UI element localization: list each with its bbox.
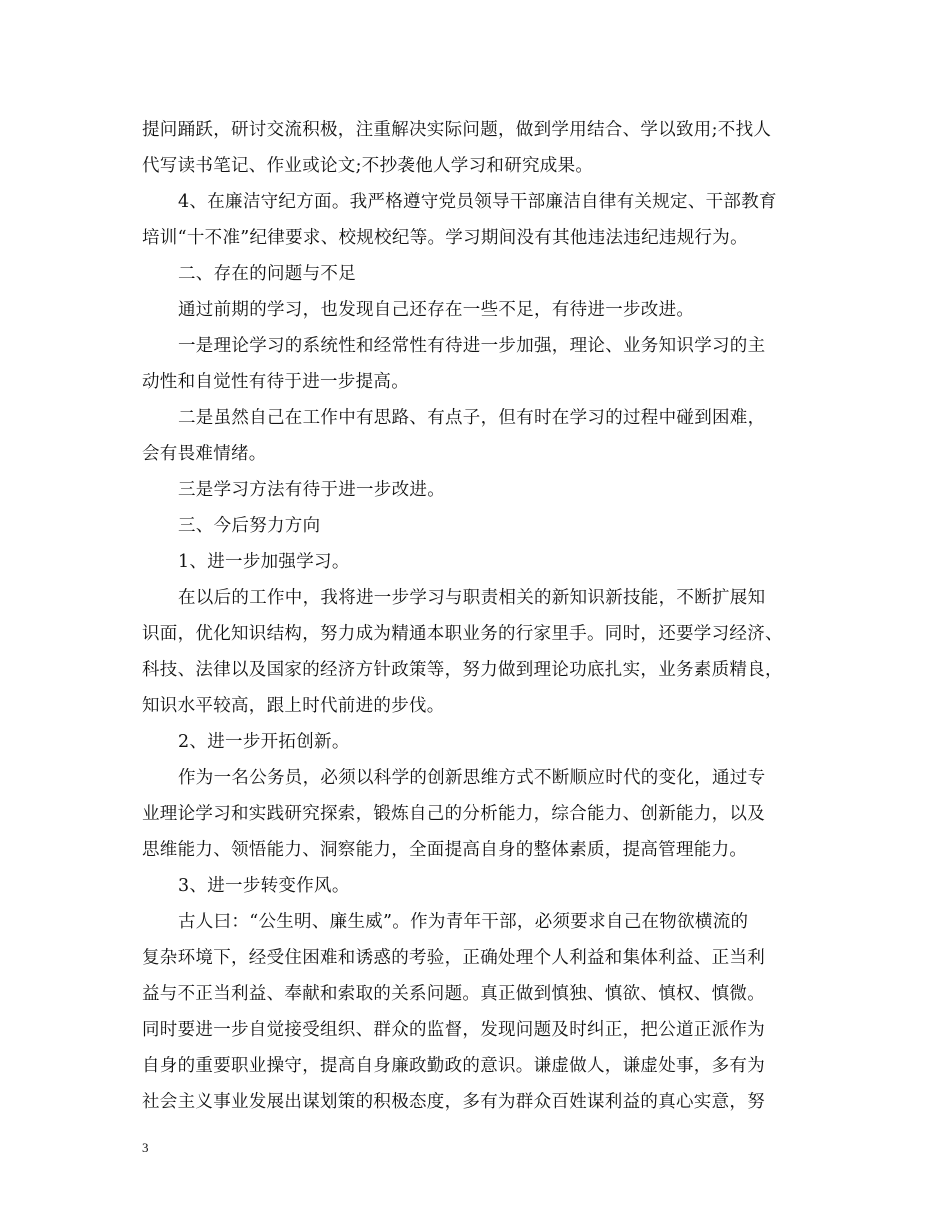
subsection-heading: 1、进一步加强学习。 [178, 552, 350, 572]
subsection-heading: 2、进一步开拓创新。 [178, 732, 350, 752]
section-heading: 三、今后努力方向 [178, 516, 321, 536]
text-line: 在以后的工作中，我将进一步学习与职责相关的新知识新技能，不断扩展知 [178, 588, 766, 608]
page-number: 3 [142, 1140, 149, 1155]
text-line: 社会主义事业发展出谋划策的积极态度，多有为群众百姓谋利益的真心实意，努 [142, 1092, 765, 1112]
text-line: 通过前期的学习，也发现自己还存在一些不足，有待进一步改进。 [178, 300, 695, 320]
text-line: 思维能力、领悟能力、洞察能力，全面提高自身的整体素质，提高管理能力。 [142, 840, 748, 860]
text-line: 4、在廉洁守纪方面。我严格遵守党员领导干部廉洁自律有关规定、干部教育 [178, 192, 777, 212]
text-line: 三是学习方法有待于进一步改进。 [178, 480, 445, 500]
text-line: 古人曰：“公生明、廉生威”。作为青年干部，必须要求自己在物欲横流的 [178, 912, 749, 932]
text-line: 提问踊跃，研讨交流积极，注重解决实际问题，做到学用结合、学以致用;不找人 [142, 120, 772, 140]
text-line: 会有畏难情绪。 [142, 444, 267, 464]
text-line: 培训“十不准”纪律要求、校规校纪等。学习期间没有其他违法违纪违规行为。 [142, 228, 748, 248]
text-line: 代写读书笔记、作业或论文;不抄袭他人学习和研究成果。 [142, 156, 594, 176]
text-line: 二是虽然自己在工作中有思路、有点子，但有时在学习的过程中碰到困难， [178, 408, 766, 428]
text-line: 科技、法律以及国家的经济方针政策等，努力做到理论功底扎实，业务素质精良， [142, 660, 783, 680]
text-line: 益与不正当利益、奉献和索取的关系问题。真正做到慎独、慎欲、慎权、慎微。 [142, 984, 765, 1004]
text-line: 识面，优化知识结构，努力成为精通本职业务的行家里手。同时，还要学习经济、 [142, 624, 783, 644]
text-line: 复杂环境下，经受住困难和诱惑的考验，正确处理个人利益和集体利益、正当利 [142, 948, 765, 968]
subsection-heading: 3、进一步转变作风。 [178, 876, 350, 896]
text-line: 作为一名公务员，必须以科学的创新思维方式不断顺应时代的变化，通过专 [178, 768, 766, 788]
text-line: 自身的重要职业操守，提高自身廉政勤政的意识。谦虚做人，谦虚处事，多有为 [142, 1056, 765, 1076]
text-line: 动性和自觉性有待于进一步提高。 [142, 372, 409, 392]
text-line: 一是理论学习的系统性和经常性有待进一步加强，理论、业务知识学习的主 [178, 336, 766, 356]
text-line: 知识水平较高，跟上时代前进的步伐。 [142, 696, 445, 716]
text-line: 业理论学习和实践研究探索，锻炼自己的分析能力，综合能力、创新能力，以及 [142, 804, 765, 824]
text-line: 同时要进一步自觉接受组织、群众的监督，发现问题及时纠正，把公道正派作为 [142, 1020, 765, 1040]
section-heading: 二、存在的问题与不足 [178, 264, 356, 284]
